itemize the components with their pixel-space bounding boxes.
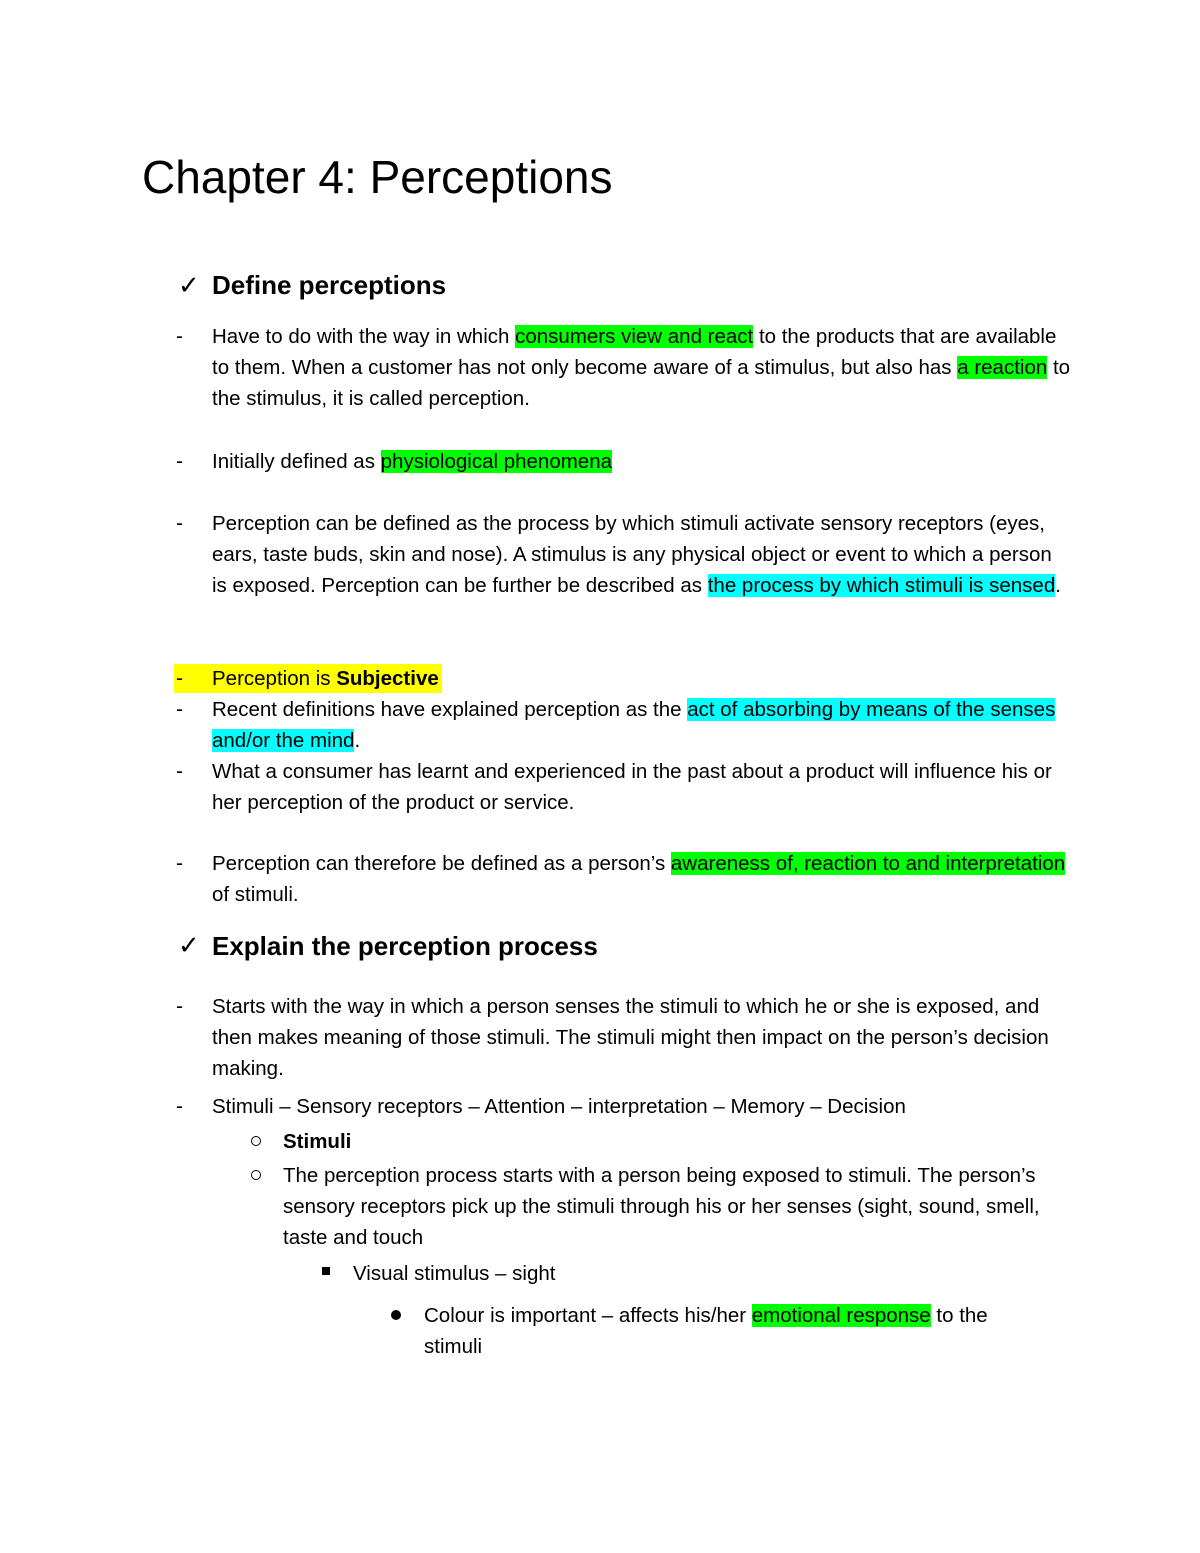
highlight-green: a reaction bbox=[957, 356, 1048, 379]
highlight-green: emotional response bbox=[751, 1304, 931, 1327]
highlight-cyan: act of absorbing by means of the senses and/or the mind bbox=[212, 698, 1056, 752]
circle-bullet-icon bbox=[251, 1170, 261, 1180]
checkmark-icon: ✓ bbox=[178, 930, 200, 960]
page-title: Chapter 4: Perceptions bbox=[142, 151, 613, 203]
list-item: Perception can therefore be defined as a person’s awareness of, reaction to and interpretation of stimuli. bbox=[212, 852, 1066, 906]
list-item: Colour is important – affects his/her emotional response to the stimuli bbox=[424, 1304, 988, 1358]
dash-bullet-icon: - bbox=[176, 698, 183, 721]
list-item: Have to do with the way in which consumers view and react to the products that are available to them. When a customer has not only become aware of a stimulus, but also has a reaction to the stimulus, it is called perception. bbox=[212, 325, 1071, 410]
list-item: Recent definitions have explained perception as the act of absorbing by means of the senses and/or the mind. bbox=[212, 698, 1056, 752]
highlight-green: physiological phenomena bbox=[380, 450, 613, 473]
dash-bullet-icon: - bbox=[176, 760, 183, 783]
dash-bullet-icon: - bbox=[176, 325, 183, 348]
checkmark-icon: ✓ bbox=[178, 270, 200, 300]
circle-bullet-icon bbox=[251, 1136, 261, 1146]
list-item: Perception can be defined as the process by which stimuli activate sensory receptors (eyes, ears, taste buds, skin and nose). A stimulus is any physical object or event to which a person is exposed. Perception can be further be described as the process by which stimuli is sensed. bbox=[212, 512, 1061, 597]
dot-bullet-icon bbox=[391, 1310, 401, 1320]
dash-bullet-icon: - bbox=[176, 450, 183, 473]
dash-bullet-icon: - bbox=[176, 852, 183, 875]
list-item: Stimuli – Sensory receptors – Attention – interpretation – Memory – Decision bbox=[212, 1095, 906, 1118]
highlight-green: consumers view and react bbox=[515, 325, 754, 348]
square-bullet-icon bbox=[322, 1267, 330, 1275]
dash-bullet-icon: - bbox=[176, 1095, 183, 1118]
section-heading-process: Explain the perception process bbox=[212, 931, 598, 961]
list-item: What a consumer has learnt and experienced in the past about a product will influence his or her perception of the product or service. bbox=[212, 760, 1052, 814]
dash-bullet-icon: - bbox=[176, 667, 183, 690]
list-item: The perception process starts with a person being exposed to stimuli. The person’s sensory receptors pick up the stimuli through his or her senses (sight, sound, smell, taste and touch bbox=[283, 1164, 1040, 1249]
dash-bullet-icon: - bbox=[176, 995, 183, 1018]
list-item: Starts with the way in which a person senses the stimuli to which he or she is exposed, and then makes meaning of those stimuli. The stimuli might then impact on the person’s decision making. bbox=[212, 995, 1049, 1080]
list-item: Stimuli bbox=[283, 1130, 352, 1153]
list-item: Perception is Subjective bbox=[212, 667, 439, 690]
highlight-green: awareness of, reaction to and interpretation bbox=[670, 852, 1066, 875]
list-item: Visual stimulus – sight bbox=[353, 1262, 556, 1285]
dash-bullet-icon: - bbox=[176, 512, 183, 535]
list-item: Initially defined as physiological phenomena bbox=[212, 450, 613, 473]
section-heading-define: Define perceptions bbox=[212, 270, 447, 300]
highlight-cyan: the process by which stimuli is sensed bbox=[707, 574, 1056, 597]
